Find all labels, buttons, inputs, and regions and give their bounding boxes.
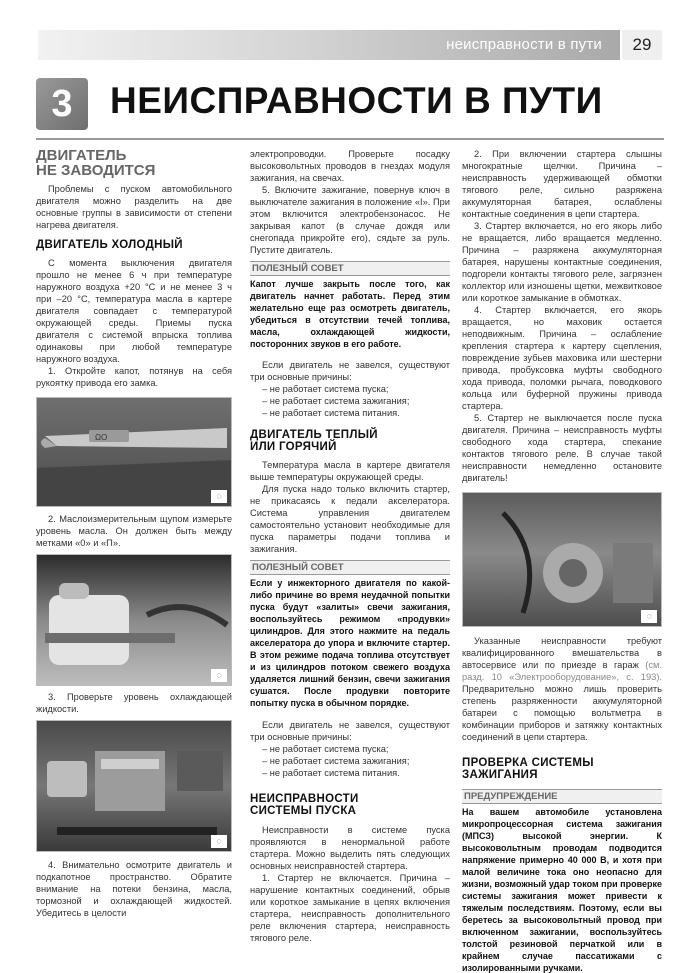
section-heading-engine-not-start: ДВИГАТЕЛЬ НЕ ЗАВОДИТСЯ xyxy=(36,147,156,179)
photo-hood-latch xyxy=(36,397,232,507)
photo-coolant-tank xyxy=(36,554,232,686)
fault-3: 3. Стартер включается, но его якорь либо не вращается, либо вращается медленно. Причина – разряжена аккумуляторная батарея, нарушены контактные соединения, подгорели контакты тягового реле, загрязнен коллектор или изношены щетки, межвитковое или короткое замыкание в обмотках. xyxy=(462,221,662,303)
list-item: – не работает система питания. xyxy=(262,768,400,778)
engine-bay-illustration xyxy=(37,721,232,852)
column-1 xyxy=(36,148,232,919)
car-mark-icon: ◌ xyxy=(641,610,657,623)
service-note-text: Указанные неисправности требуют квалифицированного вмешательства в автосервисе или по приезде в гараж xyxy=(462,636,662,670)
running-title: неисправности в пути xyxy=(446,36,602,53)
paragraph-warm-oil: Температура масла в картере двигателя выше температуры окружающей среды. xyxy=(250,460,450,482)
causes-list-1 xyxy=(250,383,450,419)
tip-1-body: Капот лучше закрыть после того, как двигатель начнет работать. Перед этим желательно еще раз осмотреть двигатель, убедиться в отсутствии течей топлива, масла, охлаждающей жидкости, посторонних звуков в его работе. xyxy=(250,279,450,349)
step-5: 5. Включите зажигание, повернув ключ в выключателе зажигания в положение «I». При этом включится электробензонасос. Не закрывая капот (в случае дождя или снегопада прикройте его), сядьте за руль. Пустите двигатель. xyxy=(250,185,450,255)
car-mark-icon: ◌ xyxy=(211,669,227,682)
step-2: 2. Маслоизмерительным щупом измерьте уровень масла. Он должен быть между метками «0» и «П». xyxy=(36,514,232,548)
service-note-text-2: Предварительно можно лишь проверить степень разряженности аккумуляторной батареи с помощью вольтметра в комбинации приборов и затяжку контактных соединений в цепи стартера. xyxy=(462,684,662,742)
heading-ignition-check: ПРОВЕРКА СИСТЕМЫ ЗАЖИГАНИЯ xyxy=(462,757,594,781)
heading-warm-engine: ДВИГАТЕЛЬ ТЕПЛЫЙ ИЛИ ГОРЯЧИЙ xyxy=(250,429,378,453)
intro-paragraph: Проблемы с пуском автомобильного двигателя можно разделить на две основные группы в зависимости от степени нагрева двигателя. xyxy=(36,184,232,230)
list-item: – не работает система зажигания; xyxy=(262,396,410,406)
fault-1: 1. Стартер не включается. Причина – нарушение контактных соединений, обрыв или короткое замыкание в цепях включения стартера, неисправность дополнительного реле включения стартера, неисправность тягового реле. xyxy=(250,873,450,943)
photo-starter xyxy=(462,492,662,627)
fault-4: 4. Стартер включается, его якорь вращается, но маховик остается неподвижным. Причина – ослабление крепления стартера к картеру сцепления, повреждение зубьев маховика или шестерни привода, пробуксовка муфты свободного хода привода, поломки рычага, поводкового кольца или буферной пружины привода стартера. xyxy=(462,305,662,411)
svg-text:ΩO: ΩO xyxy=(95,433,108,442)
paragraph-three-causes-2: Если двигатель не завелся, существуют три основные причины: xyxy=(250,720,450,742)
cold-engine-paragraph: С момента выключения двигателя прошло не менее 6 ч при температуре наружного воздуха +20 °С и не менее 3 ч при –20 °С, температура масла в картере двигателя совпадает с температурой окружающей среды. Приемы пуска двигателя с системой впрыска топлива одинаковы при любой температуре наружного воздуха. xyxy=(36,258,232,364)
car-mark-icon: ◌ xyxy=(211,835,227,848)
subheading-cold-engine: ДВИГАТЕЛЬ ХОЛОДНЫЙ xyxy=(36,239,183,251)
tip-1-title: ПОЛЕЗНЫЙ СОВЕТ xyxy=(250,261,450,276)
heading-start-system-faults: НЕИСПРАВНОСТИ СИСТЕМЫ ПУСКА xyxy=(250,793,359,817)
chapter-divider xyxy=(36,138,664,140)
chapter-title: НЕИСПРАВНОСТИ В ПУТИ xyxy=(110,80,603,121)
paragraph-warm-start: Для пуска надо только включить стартер, не прикасаясь к педали акселератора. Система управления двигателем самостоятельно установит необходимые для пуска параметры подачи топлива и зажигания. xyxy=(250,484,450,554)
list-item: – не работает система питания. xyxy=(262,408,400,418)
paragraph-three-causes-1: Если двигатель не завелся, существуют три основные причины: xyxy=(250,360,450,382)
chapter-number: 3 xyxy=(36,78,88,130)
hood-latch-illustration xyxy=(37,398,232,507)
step-3: 3. Проверьте уровень охлаждающей жидкости. xyxy=(36,692,232,714)
fault-5: 5. Стартер не выключается после пуска двигателя. Причина – неисправность муфты свободного хода стартера, спекание контактов тягового реле. В случае такой неисправности немедленно остановите двигатель! xyxy=(462,413,662,483)
paragraph-wiring: электропроводки. Проверьте посадку высоковольтных проводов в гнездах модуля зажигания, на свечах. xyxy=(250,149,450,183)
list-item: – не работает система пуска; xyxy=(262,744,389,754)
warning-body: На вашем автомобиле установлена микропроцессорная система зажигания (МПСЗ) высокой энергии. К высоковольтным проводам подводится напряжение примерно 40 000 В, и хотя при малой величине тока оно неопасно для жизни, возможный удар током при проверке системы зажигания может привести к тяжелым последствиям. Поэтому, если вы беретесь за высоковольтный провод при включенном зажигании, воспользуйтесь толстой резиновой перчаткой или в крайнем случае пассатижами с изолированными ручками. xyxy=(462,804,662,973)
causes-list-2 xyxy=(250,743,450,779)
column-2 xyxy=(250,148,450,944)
photo-engine-bay xyxy=(36,720,232,852)
step-4: 4. Внимательно осмотрите двигатель и подкапотное пространство. Обратите внимание на потеки бензина, масла, тормозной и охлаждающей жидкостей. Убедитесь в целости xyxy=(36,860,232,918)
list-item: – не работает система зажигания; xyxy=(262,756,410,766)
list-item: – не работает система пуска; xyxy=(262,384,389,394)
warning-title: ПРЕДУПРЕЖДЕНИЕ xyxy=(462,789,662,804)
step-1: 1. Откройте капот, потянув на себя рукоятку привода его замка. xyxy=(36,366,232,388)
paragraph-service-note xyxy=(462,635,662,743)
car-mark-icon: ◌ xyxy=(211,490,227,503)
paragraph-starter-faults: Неисправности в системе пуска проявляются в ненормальной работе стартера. Можно выделить пять следующих основных неисправностей стартера. xyxy=(250,825,450,871)
running-header xyxy=(38,30,620,60)
tip-2-body: Если у инжекторного двигателя по какой-либо причине во время неудачной попытки пуска будут «залиты» свечи зажигания, воспользуйтесь режимом «продувки» цилиндров. Для этого нажмите на педаль акселератора до упора и включите стартер. В этом режиме подача топлива отсутствует и из цилиндров потоком свежего воздуха удаляется лишний бензин, свечи зажигания сушатся. После продувки повторите попытку пуска в обычном порядке. xyxy=(250,578,450,708)
cross-reference-link[interactable]: (см. разд. 10 «Электрооборудование», с. 193). xyxy=(462,660,662,682)
page-number: 29 xyxy=(622,30,662,60)
fault-2: 2. При включении стартера слышны многократные щелчки. Причина – неисправность удерживающей обмотки тягового реле, сильно разряжена аккумуляторная батарея, ослаблены контактные соединения в цепи стартера. xyxy=(462,149,662,219)
starter-illustration xyxy=(463,493,662,627)
tip-2-title: ПОЛЕЗНЫЙ СОВЕТ xyxy=(250,560,450,575)
column-3 xyxy=(462,148,662,973)
coolant-tank-illustration xyxy=(37,555,232,686)
